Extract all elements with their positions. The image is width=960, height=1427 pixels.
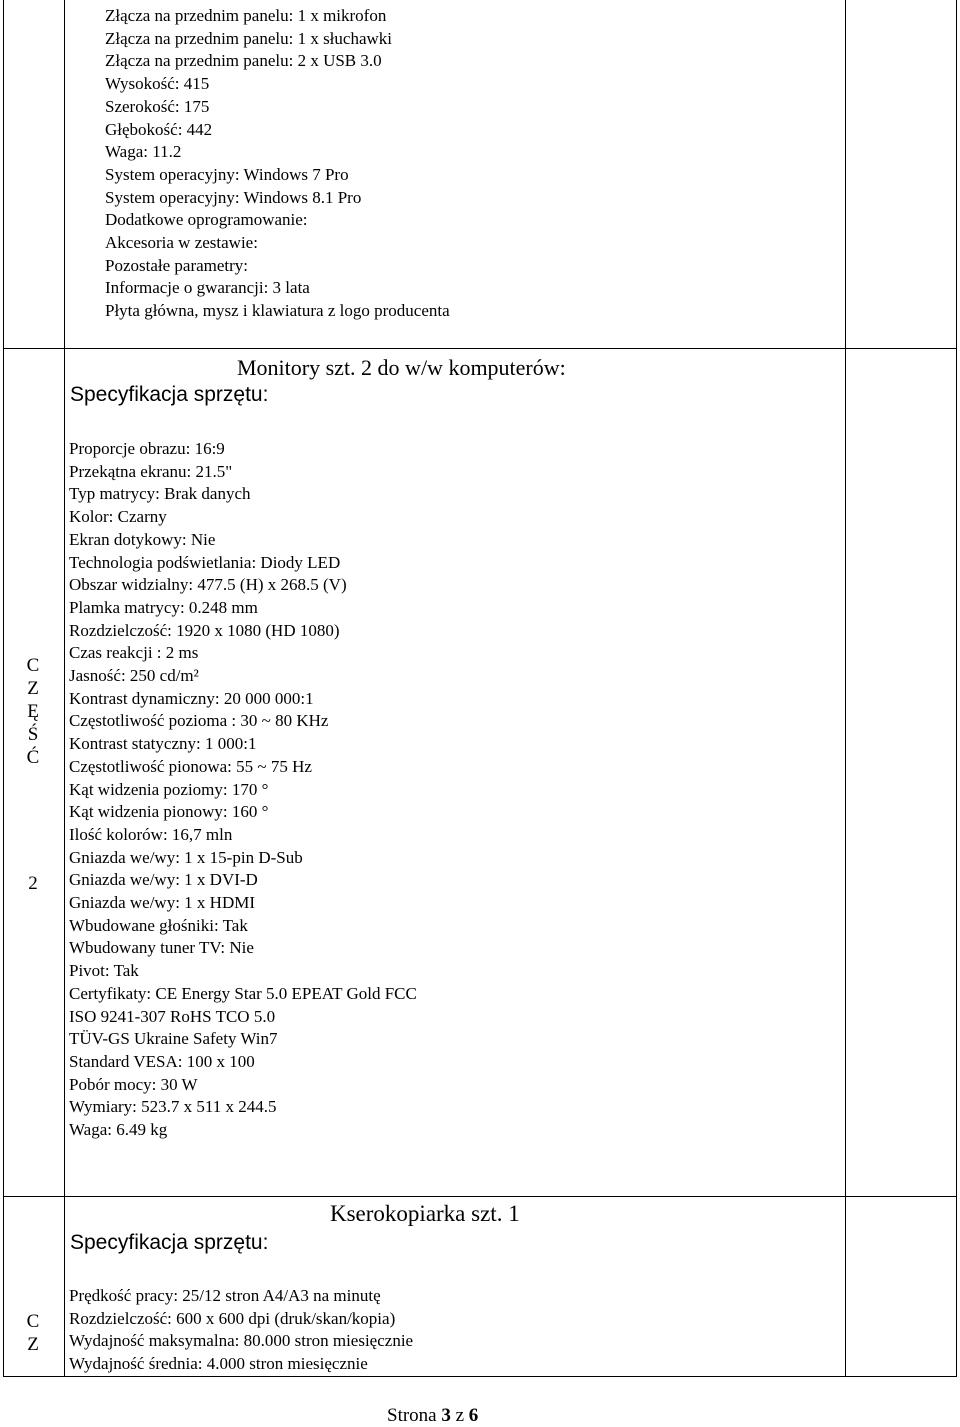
table-border-divider-1 [64,0,65,1376]
page-number-current: 3 [441,1405,451,1426]
computer-spec-list [105,5,450,323]
spec-line: Plamka matrycy: 0.248 mm [69,597,258,617]
spec-line: Rozdzielczość: 600 x 600 dpi (druk/skan/kopia) [69,1308,396,1328]
spec-line: Wydajność maksymalna: 80.000 stron miesięcznie [69,1331,414,1351]
spec-line: Gniazda we/wy: 1 x DVI-D [69,870,258,890]
row-divider-1 [3,348,957,349]
spec-line: Obszar widzialny: 477.5 (H) x 268.5 (V) [69,575,347,595]
spec-line: Akcesoria w zestawie: [105,233,258,253]
spec-line: Waga: 11.2 [105,142,182,162]
spec-line: Wbudowany tuner TV: Nie [69,938,254,958]
spec-line: Technologia podświetlania: Diody LED [69,552,341,572]
monitors-heading: Monitory szt. 2 do w/w komputerów: [237,355,566,380]
spec-line: Prędkość pracy: 25/12 stron A4/A3 na minutę [69,1286,381,1305]
copier-spec-list [69,1285,413,1375]
spec-line: Certyfikaty: CE Energy Star 5.0 EPEAT Gold FCC [69,983,417,1003]
part-label-czesc [8,1310,58,1356]
spec-line: Ekran dotykowy: Nie [69,529,216,549]
spec-line: Kąt widzenia pionowy: 160 ° [69,802,269,822]
copier-heading: Kserokopiarka szt. 1 [330,1201,520,1226]
table-border-right [956,0,957,1376]
spec-line: System operacyjny: Windows 7 Pro [105,164,349,184]
page-number-prefix: Strona [387,1405,437,1426]
row-divider-2 [3,1196,957,1197]
spec-line: Szerokość: 175 [105,96,210,116]
spec-line: Częstotliwość pozioma : 30 ~ 80 KHz [69,711,329,731]
spec-line: Standard VESA: 100 x 100 [69,1051,255,1071]
spec-label: Specyfikacja sprzętu: [70,383,269,406]
part-label-letter: Ś [27,724,39,745]
part-label-letter: Ę [27,701,39,722]
page-number [387,1405,478,1427]
part-number-value: 2 [28,873,38,894]
spec-line: Gniazda we/wy: 1 x 15-pin D-Sub [69,847,303,867]
spec-label: Specyfikacja sprzętu: [70,1231,269,1254]
spec-line: Złącza na przednim panelu: 1 x mikrofon [105,6,387,25]
spec-line: Wymiary: 523.7 x 511 x 244.5 [69,1097,277,1117]
spec-line: Ilość kolorów: 16,7 mln [69,824,233,844]
spec-line: Pivot: Tak [69,961,139,981]
spec-line: Płyta główna, mysz i klawiatura z logo producenta [105,301,450,321]
monitor-spec-list [69,438,417,1142]
spec-line: System operacyjny: Windows 8.1 Pro [105,187,362,207]
spec-line: Waga: 6.49 kg [69,1120,168,1140]
spec-line: Częstotliwość pionowa: 55 ~ 75 Hz [69,756,312,776]
page-number-total: 6 [468,1405,479,1426]
spec-line: Wydajność średnia: 4.000 stron miesięcznie [69,1353,368,1373]
spec-line: Proporcje obrazu: 16:9 [69,439,225,458]
part-label-letter: Z [27,678,39,699]
spec-line: Czas reakcji : 2 ms [69,643,199,663]
spec-line: Złącza na przednim panelu: 1 x słuchawki [105,28,392,48]
part-label-letter: Z [27,1334,39,1355]
table-border-bottom [3,1376,957,1377]
spec-line: Złącza na przednim panelu: 2 x USB 3.0 [105,51,382,71]
part-label-letter: C [26,655,40,676]
part-label-czesc [8,654,58,769]
spec-line: Informacje o gwarancji: 3 lata [105,278,310,298]
table-border-divider-2 [845,0,846,1376]
spec-line: Przekątna ekranu: 21.5" [69,461,233,481]
spec-line: Gniazda we/wy: 1 x HDMI [69,893,256,913]
spec-line: Rozdzielczość: 1920 x 1080 (HD 1080) [69,620,340,640]
spec-line: Kontrast dynamiczny: 20 000 000:1 [69,688,314,708]
spec-line: Pozostałe parametry: [105,255,249,275]
part-label-letter: Ć [26,747,40,768]
spec-line: Dodatkowe oprogramowanie: [105,210,308,230]
spec-line: Jasność: 250 cd/m² [69,666,199,686]
spec-line: Głębokość: 442 [105,119,213,139]
spec-line: Kolor: Czarny [69,507,167,527]
spec-line: TÜV-GS Ukraine Safety Win7 [69,1029,278,1049]
spec-line: ISO 9241-307 RoHS TCO 5.0 [69,1006,276,1026]
part-label-letter: C [26,1311,40,1332]
spec-line: Kąt widzenia poziomy: 170 ° [69,779,269,799]
spec-line: Typ matrycy: Brak danych [69,484,251,504]
spec-line: Pobór mocy: 30 W [69,1074,198,1094]
page-number-sep: z [455,1405,465,1426]
part-number [8,872,58,895]
spec-line: Kontrast statyczny: 1 000:1 [69,734,257,754]
table-border-left [3,0,4,1376]
spec-line: Wbudowane głośniki: Tak [69,915,248,935]
spec-line: Wysokość: 415 [105,74,210,94]
